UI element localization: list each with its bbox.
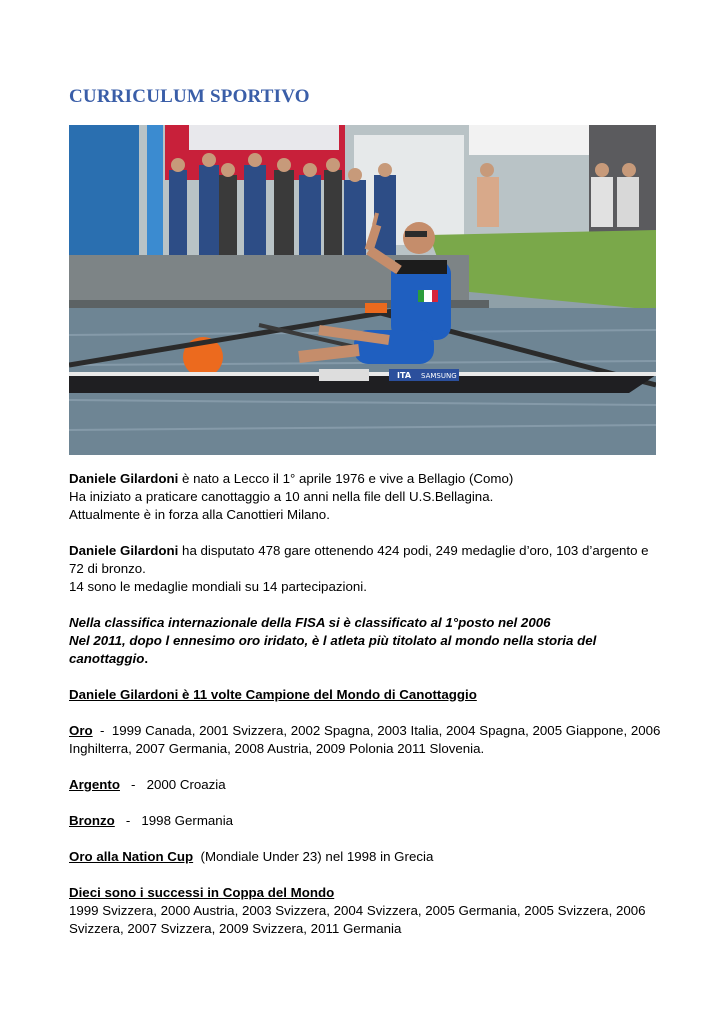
boat-label-ita: ITA [397, 371, 412, 380]
bronze-line [69, 812, 669, 830]
silver-years: - 2000 Croazia [119, 777, 226, 792]
boat-label-sponsor: SAMSUNG [421, 372, 457, 380]
nation-cup-text: (Mondiale Under 23) nel 1998 in Grecia [193, 849, 434, 864]
stats-line-3: 14 sono le medaglie mondiali su 14 partecipazioni. [69, 579, 367, 594]
fisa-line-1: Nella classifica internazionale della FISA si è classificato al 1°posto nel 2006 [69, 615, 551, 630]
nation-cup-label: Oro alla Nation Cup [69, 849, 194, 864]
fisa-line-3 [69, 650, 669, 668]
fisa-line-3-text: canottaggio [69, 651, 145, 666]
fisa-line-2: Nel 2011, dopo l ennesimo oro iridato, è l atleta più titolato al mondo nella storia del [69, 633, 597, 648]
gold-line-2: Inghilterra, 2007 Germania, 2008 Austria, 2009 Polonia 2011 Slovenia. [69, 741, 485, 756]
bio-line-2: Ha iniziato a praticare canottaggio a 10 anni nella file dell U.S.Bellagina. [69, 489, 494, 504]
bio-line-1 [69, 470, 669, 488]
gold-years-1: - 1999 Canada, 2001 Svizzera, 2002 Spagna, 2003 Italia, 2004 Spagna, 2005 Giappone, 2006 [92, 723, 661, 738]
silver-line [69, 776, 669, 794]
world-cup-heading: Dieci sono i successi in Coppa del Mondo [69, 885, 335, 900]
bio-text [69, 470, 669, 938]
bronze-label: Bronzo [69, 813, 115, 828]
bronze-years: - 1998 Germania [114, 813, 234, 828]
bio-line-3: Attualmente è in forza alla Canottieri Milano. [69, 507, 330, 522]
world-cup-line-2: Svizzera, 2007 Svizzera, 2009 Svizzera, 2011 Germania [69, 921, 402, 936]
stats-text: ha disputato 478 gare ottenendo 424 podi, 249 medaglie d’oro, 103 d’argento e [178, 543, 649, 558]
nation-cup-line [69, 848, 669, 866]
world-champion-heading: Daniele Gilardoni è 11 volte Campione del Mondo di Canottaggio [69, 687, 477, 702]
stats-line-2: 72 di bronzo. [69, 561, 146, 576]
gold-label: Oro [69, 723, 93, 738]
world-cup-line-1: 1999 Svizzera, 2000 Austria, 2003 Svizzera, 2004 Svizzera, 2005 Germania, 2005 Svizzera, 2006 [69, 903, 646, 918]
stats-line-1 [69, 542, 669, 560]
page-title: CURRICULUM SPORTIVO [69, 86, 310, 107]
gold-line-1 [69, 722, 669, 740]
bio-birth-text: è nato a Lecco il 1° aprile 1976 e vive a Bellagio (Como) [178, 471, 514, 486]
athlete-name: Daniele Gilardoni [69, 471, 179, 486]
fisa-line-3-period: . [144, 651, 149, 666]
silver-label: Argento [69, 777, 120, 792]
athlete-name-2: Daniele Gilardoni [69, 543, 179, 558]
rower-photo [69, 125, 656, 455]
